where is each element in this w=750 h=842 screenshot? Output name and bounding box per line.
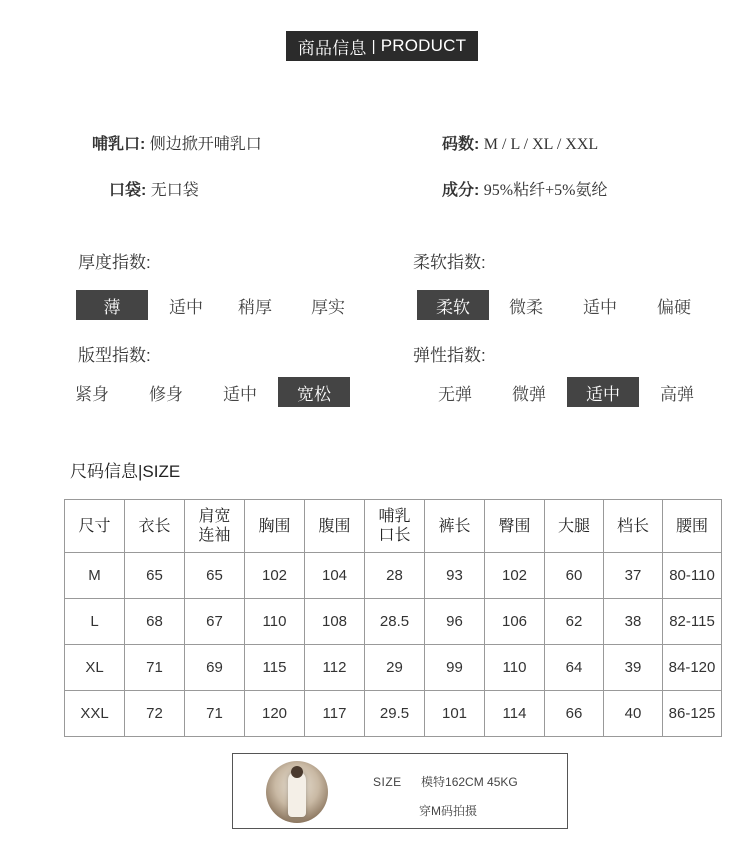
thickness-index-title: 厚度指数: xyxy=(78,253,151,272)
softness-option-medium: 适中 xyxy=(583,297,617,317)
size-table-header-row xyxy=(65,500,722,553)
model-head xyxy=(291,766,303,778)
elasticity-option-medium: 适中 xyxy=(567,377,639,407)
fit-option-regular: 适中 xyxy=(223,384,257,404)
elasticity-option-slight: 微弹 xyxy=(512,384,546,404)
spec-nursing-value: 侧边掀开哺乳口 xyxy=(149,136,262,153)
elasticity-option-high: 高弹 xyxy=(660,384,694,404)
size-table-cell: 28.5 xyxy=(365,599,425,645)
size-table-cell: 110 xyxy=(245,599,305,645)
elasticity-index-title: 弹性指数: xyxy=(413,346,486,365)
size-table-header-cell: 腰围 xyxy=(663,500,722,553)
size-table-cell: 114 xyxy=(485,691,545,737)
spec-pocket xyxy=(109,177,199,200)
size-table-cell: 69 xyxy=(185,645,245,691)
size-table-cell: 112 xyxy=(305,645,365,691)
model-measurements: 模特162CM 45KG xyxy=(421,775,518,789)
size-table-header-cell: 哺乳 口长 xyxy=(365,500,425,553)
section-title-cn: 商品信息 xyxy=(297,38,367,58)
size-table-header-cell: 肩宽 连袖 xyxy=(185,500,245,553)
size-table-cell: 82-115 xyxy=(663,599,722,645)
size-table-row xyxy=(65,553,722,599)
size-table-row xyxy=(65,599,722,645)
size-table-cell: 99 xyxy=(425,645,485,691)
size-table-header-cell: 尺寸 xyxy=(65,500,125,553)
size-table-cell: 96 xyxy=(425,599,485,645)
size-table-cell: 102 xyxy=(245,553,305,599)
thickness-option-slightly-thick: 稍厚 xyxy=(238,297,272,317)
size-section-title: 尺码信息|SIZE xyxy=(70,462,181,481)
spec-sizes xyxy=(442,131,598,154)
section-title-product xyxy=(286,31,478,61)
spec-pocket-value: 无口袋 xyxy=(150,182,199,199)
softness-index-title: 柔软指数: xyxy=(413,253,486,272)
size-table-cell: 102 xyxy=(485,553,545,599)
fit-option-loose: 宽松 xyxy=(278,377,350,407)
size-table-cell: 104 xyxy=(305,553,365,599)
size-table-cell: 38 xyxy=(604,599,663,645)
size-table-header-cell: 胸围 xyxy=(245,500,305,553)
spec-pocket-key: 口袋: xyxy=(109,182,147,199)
size-table-cell: 84-120 xyxy=(663,645,722,691)
softness-option-soft: 柔软 xyxy=(417,290,489,320)
size-table-cell: 101 xyxy=(425,691,485,737)
size-table-cell: 40 xyxy=(604,691,663,737)
spec-sizes-value: M / L / XL / XXL xyxy=(483,136,599,153)
size-table-header-cell: 衣长 xyxy=(125,500,185,553)
size-table-cell: 65 xyxy=(125,553,185,599)
fit-option-slim: 修身 xyxy=(149,384,183,404)
size-table-cell: 80-110 xyxy=(663,553,722,599)
size-table-header-cell: 裤长 xyxy=(425,500,485,553)
softness-option-slightly-soft: 微柔 xyxy=(509,297,543,317)
model-wearing-note: 穿M码拍摄 xyxy=(419,804,477,818)
size-table-row xyxy=(65,645,722,691)
size-table-cell: 39 xyxy=(604,645,663,691)
spec-sizes-key: 码数: xyxy=(442,136,480,153)
size-table-cell: 108 xyxy=(305,599,365,645)
size-table-cell: 120 xyxy=(245,691,305,737)
size-table-cell: 72 xyxy=(125,691,185,737)
size-table-cell: 60 xyxy=(545,553,604,599)
size-table-cell: 93 xyxy=(425,553,485,599)
size-table-cell: 65 xyxy=(185,553,245,599)
size-table-cell: 66 xyxy=(545,691,604,737)
size-table-cell: 106 xyxy=(485,599,545,645)
size-table-cell: L xyxy=(65,599,125,645)
size-table-cell: 86-125 xyxy=(663,691,722,737)
size-table-cell: 117 xyxy=(305,691,365,737)
spec-fabric xyxy=(442,177,607,200)
size-table-cell: 115 xyxy=(245,645,305,691)
size-table-cell: 110 xyxy=(485,645,545,691)
size-table-cell: M xyxy=(65,553,125,599)
size-table-cell: XXL xyxy=(65,691,125,737)
size-table-cell: 28 xyxy=(365,553,425,599)
size-table-cell: 62 xyxy=(545,599,604,645)
size-table-header-cell: 臀围 xyxy=(485,500,545,553)
spec-nursing xyxy=(92,131,262,154)
size-table-cell: 37 xyxy=(604,553,663,599)
size-table-cell: 67 xyxy=(185,599,245,645)
model-photo xyxy=(266,761,328,823)
size-table-cell: XL xyxy=(65,645,125,691)
size-table-header-cell: 大腿 xyxy=(545,500,604,553)
section-title-separator: | xyxy=(371,37,376,55)
model-info-card xyxy=(232,753,568,829)
size-table-header-cell: 档长 xyxy=(604,500,663,553)
spec-nursing-key: 哺乳口: xyxy=(92,136,146,153)
thickness-option-thick: 厚实 xyxy=(311,297,345,317)
size-table-cell: 29.5 xyxy=(365,691,425,737)
size-table-row xyxy=(65,691,722,737)
thickness-option-thin: 薄 xyxy=(76,290,148,320)
softness-option-hard: 偏硬 xyxy=(657,297,691,317)
model-size-label: SIZE xyxy=(373,775,402,789)
size-table-cell: 71 xyxy=(125,645,185,691)
elasticity-option-none: 无弹 xyxy=(438,384,472,404)
spec-fabric-value: 95%粘纤+5%氨纶 xyxy=(483,182,608,199)
size-table-cell: 71 xyxy=(185,691,245,737)
fit-index-title: 版型指数: xyxy=(78,346,151,365)
section-title-en: PRODUCT xyxy=(380,36,467,55)
size-table-cell: 68 xyxy=(125,599,185,645)
size-table-cell: 64 xyxy=(545,645,604,691)
model-size-line xyxy=(373,773,518,790)
size-chart-table xyxy=(64,499,722,737)
size-table-cell: 29 xyxy=(365,645,425,691)
size-table-header-cell: 腹围 xyxy=(305,500,365,553)
spec-fabric-key: 成分: xyxy=(442,182,480,199)
fit-option-tight: 紧身 xyxy=(75,384,109,404)
thickness-option-medium: 适中 xyxy=(169,297,203,317)
